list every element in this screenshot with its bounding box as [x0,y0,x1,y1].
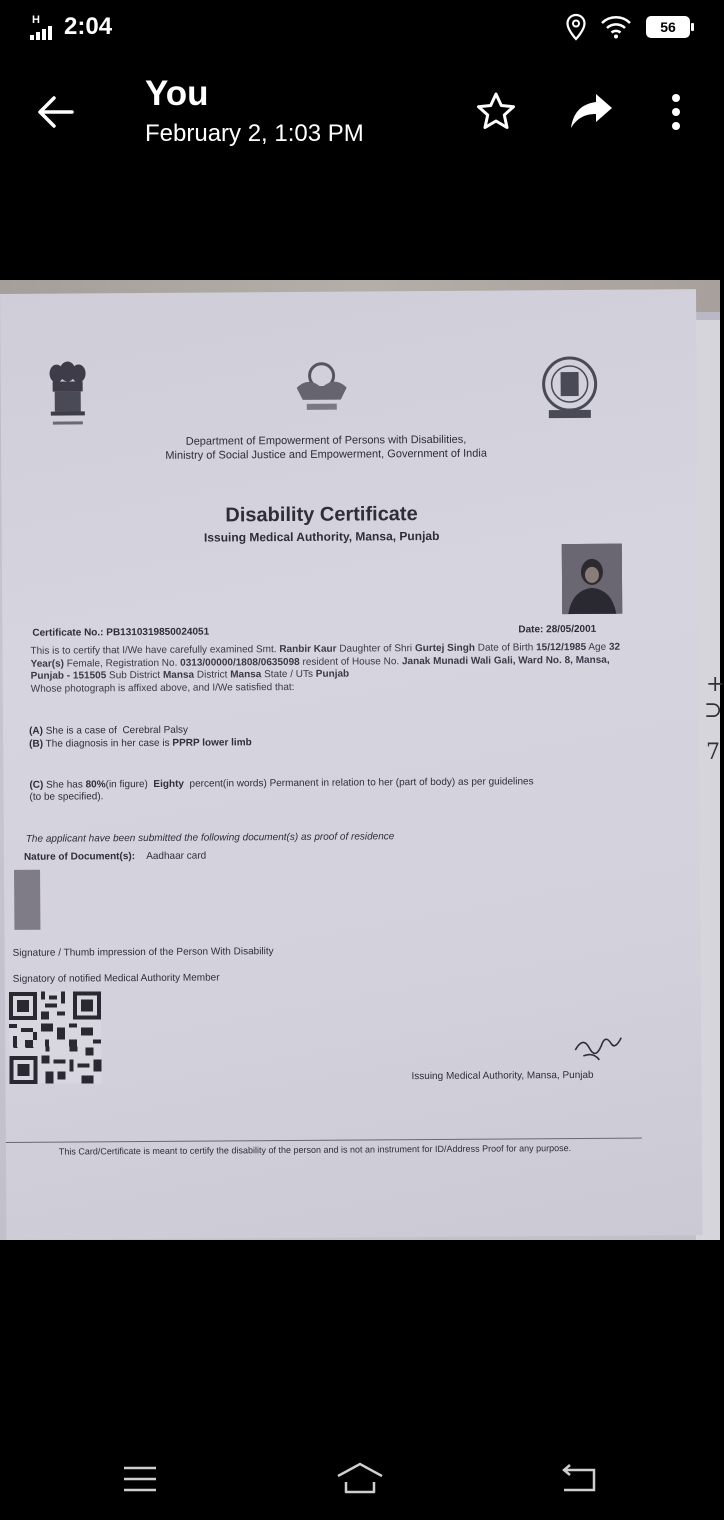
signature-label: Signature / Thumb impression of the Person With Disability [12,946,274,959]
disability-percentage: (C) She has 80%(in figure) Eighty percent(in words) Permanent in relation to her (part of body) as per guidelines (to be specified). [29,776,534,803]
applicant-photo [562,544,622,614]
forward-button[interactable] [568,92,616,132]
more-options-button[interactable] [664,92,688,132]
more-vertical-icon [664,92,688,132]
document-nature: Nature of Document(s): Aadhaar card [23,850,207,863]
certificate-number: Certificate No.: PB1310319850024051 [32,626,210,639]
qr-code [9,991,102,1084]
return-icon [558,1464,600,1494]
menu-icon [120,1464,160,1494]
recent-apps-button[interactable] [120,1464,160,1494]
national-emblem-icon [44,359,91,431]
back-button[interactable] [32,92,80,132]
status-bar [0,0,720,56]
location-icon [566,14,586,40]
battery-icon: 56 [646,16,690,38]
diagnosis-section: (A) She is a case of Cerebral Palsy (B) The diagnosis in her case is PPRP lower limb [29,724,252,750]
navigation-bar [0,1430,720,1520]
system-back-button[interactable] [558,1464,600,1494]
certificate-footnote: This Card/Certificate is meant to certify the disability of the person and is not an instrument for ID/Address Proof for any purpose. [58,1143,572,1157]
sender-name: You [145,74,209,113]
wifi-icon [600,15,632,39]
certificate-title: Disability Certificate [225,503,418,527]
home-icon [334,1460,386,1496]
certificate-subtitle: Issuing Medical Authority, Mansa, Punjab [203,528,440,545]
signal-icon [30,16,56,42]
certificate-document [0,289,703,1240]
forward-icon [568,92,616,132]
department-heading: Department of Empowerment of Persons with Disabilities, Ministry of Social Justice and Empowerment, Government of India [165,433,487,462]
arrow-left-icon [32,92,80,132]
certificate-body: This is to certify that I/We have carefully examined Smt. Ranbir Kaur Daughter of Shri Gurtej Singh Date of Birth 15/12/1985 Age 32 Year(s) Female, Registration No. 0313/00000/1808/0635098 resident of House No. Janak Munadi Wali Gali, Ward No. 8, Mansa, Punjab - 151505 Sub District Mansa District Mansa State / UTs Punjab Whose photograph is affixed above, and I/We satisfied that: [30,641,621,695]
status-left [30,12,112,42]
star-button[interactable] [474,90,518,134]
home-button[interactable] [334,1460,386,1496]
authority-signature [569,1026,629,1066]
background-sheet: + ⊃ 7 [696,320,720,1240]
network-type: H [32,14,40,26]
certificate-date: Date: 28/05/2001 [518,623,597,636]
status-time: 2:04 [64,13,113,40]
seal-icon [538,352,600,420]
signatory-label: Signatory of notified Medical Authority Member [12,972,220,985]
status-right [566,14,690,40]
image-viewer[interactable] [0,280,724,1240]
punjab-emblem-icon [288,358,354,418]
message-timestamp: February 2, 1:03 PM [145,120,364,147]
star-icon [474,90,518,134]
issuing-authority-label: Issuing Medical Authority, Mansa, Punjab [411,1069,594,1083]
residence-proof-note: The applicant have been submitted the following document(s) as proof of residence [25,831,395,845]
thumb-impression [14,870,40,930]
top-app-bar [0,56,720,176]
person-icon [562,544,622,614]
